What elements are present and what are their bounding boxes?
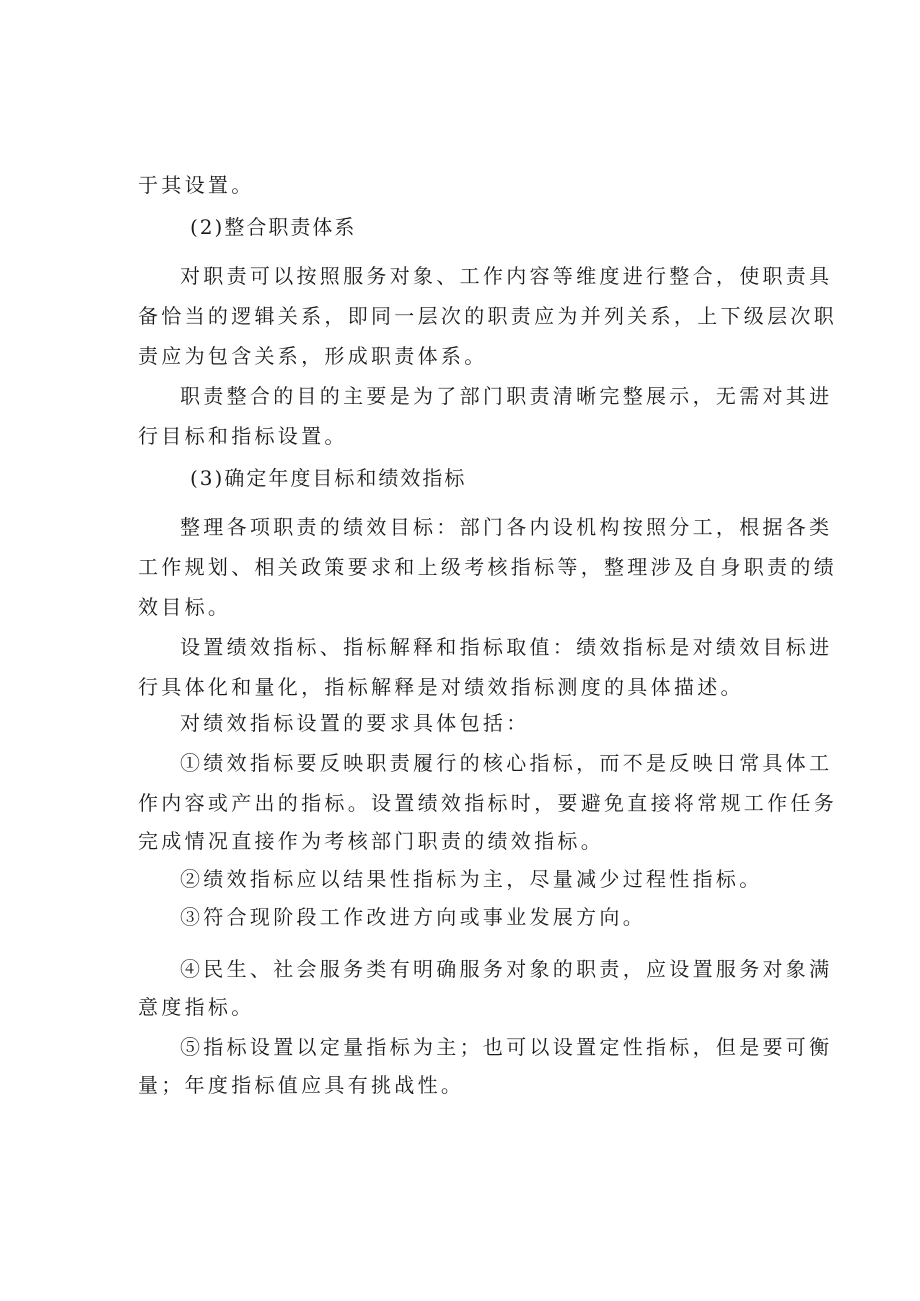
list-item: ③符合现阶段工作改进方向或事业发展方向。 (180, 905, 646, 929)
paragraph-line: 整理各项职责的绩效目标：部门各内设机构按照分工，根据各类 (180, 515, 833, 539)
paragraph-line: 职责整合的目的主要是为了部门职责清晰完整展示，无需对其进 (180, 384, 833, 408)
list-item: ②绩效指标应以结果性指标为主，尽量减少过程性指标。 (180, 867, 763, 891)
section-heading: (2)整合职责体系 (190, 215, 357, 239)
paragraph-line: 设置绩效指标、指标解释和指标取值：绩效指标是对绩效目标进 (180, 635, 833, 659)
section-heading: (3)确定年度目标和绩效指标 (190, 466, 467, 490)
paragraph-line: 行目标和指标设置。 (138, 424, 348, 448)
paragraph-line: 于其设置。 (138, 173, 255, 197)
paragraph-line: 量；年度指标值应具有挑战性。 (138, 1073, 465, 1097)
paragraph-line: 完成情况直接作为考核部门职责的绩效指标。 (138, 829, 604, 853)
paragraph-line: 对职责可以按照服务对象、工作内容等维度进行整合，使职责具 (180, 264, 833, 288)
paragraph-line: 效目标。 (138, 595, 232, 619)
list-item: ④民生、社会服务类有明确服务对象的职责，应设置服务对象满 (180, 957, 833, 981)
paragraph-line: 意度指标。 (138, 995, 255, 1019)
paragraph-line: 备恰当的逻辑关系，即同一层次的职责应为并列关系，上下级层次职 (138, 304, 837, 328)
paragraph-line: 对绩效指标设置的要求具体包括： (180, 711, 530, 735)
list-item: ⑤指标设置以定量指标为主；也可以设置定性指标，但是要可衡 (180, 1035, 833, 1059)
list-item: ①绩效指标要反映职责履行的核心指标，而不是反映日常具体工 (180, 751, 833, 775)
paragraph-line: 行具体化和量化，指标解释是对绩效指标测度的具体描述。 (138, 675, 744, 699)
paragraph-line: 作内容或产出的指标。设置绩效指标时，要避免直接将常规工作任务 (138, 791, 837, 815)
paragraph-line: 工作规划、相关政策要求和上级考核指标等，整理涉及自身职责的绩 (138, 555, 837, 579)
paragraph-line: 责应为包含关系，形成职责体系。 (138, 344, 488, 368)
